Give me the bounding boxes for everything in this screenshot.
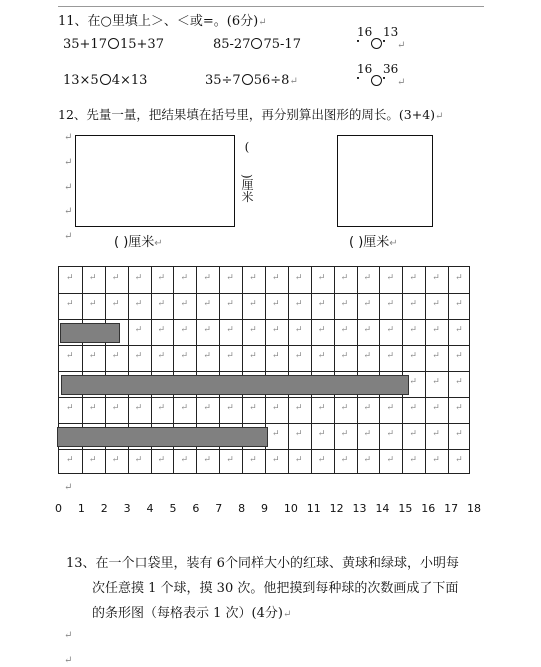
return-mark: ↵ <box>64 206 73 217</box>
q11-row1-mid <box>213 37 301 52</box>
cell-return-mark: ↵ <box>66 351 74 361</box>
cell-return-mark: ↵ <box>249 455 257 465</box>
x-tick-label: 0 <box>55 502 62 515</box>
cell-return-mark: ↵ <box>363 429 372 439</box>
x-tick-label: 18 <box>467 502 481 515</box>
grid-vline <box>357 267 358 473</box>
grid-vline <box>334 267 335 473</box>
cell-return-mark: ↵ <box>88 403 97 413</box>
cell-return-mark: ↵ <box>294 325 303 335</box>
cell-return-mark: ↵ <box>340 351 349 361</box>
fraction-numerator: 1 <box>383 25 391 39</box>
cell-return-mark: ↵ <box>409 455 417 465</box>
x-tick-label: 2 <box>100 502 108 515</box>
cell-return-mark: ↵ <box>432 455 440 465</box>
fraction-numerator: 3 <box>383 62 391 76</box>
cell-return-mark: ↵ <box>409 403 417 413</box>
compare-circle[interactable] <box>371 75 382 86</box>
vertical-paren-open: ( <box>244 140 250 154</box>
return-mark: ↵ <box>64 655 73 666</box>
grid-hline <box>59 319 469 320</box>
cell-return-mark: ↵ <box>180 273 188 283</box>
grid-hline <box>59 293 469 294</box>
cell-return-mark: ↵ <box>226 273 234 283</box>
compare-circle[interactable] <box>251 38 262 49</box>
cell-return-mark: ↵ <box>432 351 440 361</box>
cell-return-mark: ↵ <box>157 455 166 465</box>
cell-return-mark: ↵ <box>272 299 280 309</box>
answer-blank-text: ( )厘米 <box>349 235 390 250</box>
cell-return-mark: ↵ <box>157 325 166 335</box>
vertical-answer-blank[interactable] <box>240 140 254 203</box>
cell-return-mark: ↵ <box>409 325 417 335</box>
answer-blank-square[interactable] <box>349 231 398 250</box>
cell-return-mark: ↵ <box>88 299 97 309</box>
expr-row1-b: 15+37 <box>119 37 164 52</box>
cell-return-mark: ↵ <box>294 403 303 413</box>
cell-return-mark: ↵ <box>249 273 257 283</box>
return-mark: ↵ <box>282 609 292 620</box>
cell-return-mark: ↵ <box>111 299 120 309</box>
cell-return-mark: ↵ <box>363 325 372 335</box>
cell-return-mark: ↵ <box>363 299 372 309</box>
cell-return-mark: ↵ <box>294 299 303 309</box>
cell-return-mark: ↵ <box>340 325 349 335</box>
cell-return-mark: ↵ <box>134 273 143 283</box>
fraction-1-left <box>357 25 373 39</box>
fraction-denominator: 3 <box>390 25 399 39</box>
cell-return-mark: ↵ <box>88 455 97 465</box>
return-mark: ↵ <box>389 238 398 249</box>
cell-return-mark: ↵ <box>272 325 280 335</box>
grid-vline <box>379 267 380 473</box>
bar-3 <box>57 427 268 447</box>
cell-return-mark: ↵ <box>272 455 280 465</box>
bar-chart-grid <box>58 266 470 474</box>
cell-return-mark: ↵ <box>455 325 463 335</box>
cell-return-mark: ↵ <box>386 455 394 465</box>
cell-return-mark: ↵ <box>455 299 463 309</box>
x-tick-label: 5 <box>169 502 177 515</box>
cell-return-mark: ↵ <box>455 351 463 361</box>
fraction-numerator: 1 <box>357 25 365 39</box>
cell-return-mark: ↵ <box>317 325 326 335</box>
cell-return-mark: ↵ <box>272 273 280 283</box>
q11-row2-left <box>63 73 147 88</box>
q13-line-1: 13、在一个口袋里，装有 6个同样大小的红球、黄球和绿球，小明每 <box>66 556 459 571</box>
fraction-numerator: 1 <box>357 62 365 76</box>
cell-return-mark: ↵ <box>111 455 120 465</box>
top-rule <box>58 6 484 7</box>
cell-return-mark: ↵ <box>88 351 97 361</box>
q13-line-3 <box>92 602 291 621</box>
grid-hline <box>59 423 469 424</box>
expr-row2-d: 56÷8 <box>253 73 290 88</box>
q12-title <box>58 105 443 123</box>
q13-line-2: 次任意摸 1 个球，摸 30 次。他把摸到每种球的次数画成了下面 <box>92 581 459 596</box>
return-mark: ↵ <box>64 182 73 193</box>
fraction-denominator: 6 <box>364 62 373 76</box>
cell-return-mark: ↵ <box>272 351 280 361</box>
rectangle-figure <box>75 135 235 227</box>
cell-return-mark: ↵ <box>340 455 349 465</box>
cell-return-mark: ↵ <box>111 403 120 413</box>
compare-circle[interactable] <box>242 74 253 85</box>
q11-row1-left <box>63 37 164 52</box>
cell-return-mark: ↵ <box>134 325 143 335</box>
cell-return-mark: ↵ <box>134 455 143 465</box>
cell-return-mark: ↵ <box>157 351 166 361</box>
cell-return-mark: ↵ <box>226 455 234 465</box>
cell-return-mark: ↵ <box>134 403 143 413</box>
bar-1 <box>60 323 120 343</box>
grid-vline <box>448 267 449 473</box>
cell-return-mark: ↵ <box>317 455 326 465</box>
x-tick-label: 8 <box>238 502 246 515</box>
return-mark: ↵ <box>64 231 73 242</box>
expr-row2-b: 4×13 <box>111 73 148 88</box>
q11-row2-mid <box>205 73 298 88</box>
x-tick-label: 11 <box>306 502 321 515</box>
cell-return-mark: ↵ <box>272 403 280 413</box>
cell-return-mark: ↵ <box>340 273 349 283</box>
return-mark: ↵ <box>154 238 163 249</box>
x-tick-label: 16 <box>421 502 436 515</box>
expr-row2-a: 13×5 <box>63 73 99 88</box>
cell-return-mark: ↵ <box>203 273 211 283</box>
cell-return-mark: ↵ <box>203 351 211 361</box>
cell-return-mark: ↵ <box>455 429 463 439</box>
cell-return-mark: ↵ <box>134 351 143 361</box>
cell-return-mark: ↵ <box>157 273 166 283</box>
return-mark: ↵ <box>64 630 73 641</box>
return-mark: ↵ <box>397 77 406 88</box>
cell-return-mark: ↵ <box>111 273 120 283</box>
x-tick-label: 6 <box>192 502 200 515</box>
cell-return-mark: ↵ <box>386 273 394 283</box>
expr-row1-d: 75-17 <box>263 37 301 52</box>
cell-return-mark: ↵ <box>409 429 417 439</box>
cell-return-mark: ↵ <box>386 403 394 413</box>
cell-return-mark: ↵ <box>317 299 326 309</box>
expr-row1-c: 85-27 <box>213 37 251 52</box>
x-tick-label: 7 <box>215 502 223 515</box>
compare-circle[interactable] <box>100 74 111 85</box>
fraction-2-right <box>383 62 399 76</box>
return-mark: ↵ <box>64 157 73 168</box>
grid-vline <box>425 267 426 473</box>
cell-return-mark: ↵ <box>272 429 280 439</box>
cell-return-mark: ↵ <box>134 299 143 309</box>
grid-hline <box>59 371 469 372</box>
grid-hline <box>59 449 469 450</box>
x-tick-label: 17 <box>444 502 459 515</box>
cell-return-mark: ↵ <box>340 429 349 439</box>
cell-return-mark: ↵ <box>432 377 440 387</box>
cell-return-mark: ↵ <box>294 429 303 439</box>
cell-return-mark: ↵ <box>66 455 74 465</box>
cell-return-mark: ↵ <box>180 299 188 309</box>
square-figure <box>337 135 433 227</box>
grid-hline <box>59 345 469 346</box>
cell-return-mark: ↵ <box>386 299 394 309</box>
fraction-2-left <box>357 62 373 76</box>
cell-return-mark: ↵ <box>386 429 394 439</box>
cell-return-mark: ↵ <box>203 299 211 309</box>
compare-circle[interactable] <box>371 38 382 49</box>
grid-hline <box>59 397 469 398</box>
expr-row2-c: 35÷7 <box>205 73 241 88</box>
cell-return-mark: ↵ <box>432 273 440 283</box>
cell-return-mark: ↵ <box>409 377 417 387</box>
cell-return-mark: ↵ <box>363 455 372 465</box>
cell-return-mark: ↵ <box>203 455 211 465</box>
cell-return-mark: ↵ <box>180 403 188 413</box>
cell-return-mark: ↵ <box>455 377 463 387</box>
x-tick-label: 15 <box>398 502 413 515</box>
cell-return-mark: ↵ <box>363 273 372 283</box>
cell-return-mark: ↵ <box>226 351 234 361</box>
fraction-denominator: 6 <box>364 25 373 39</box>
cell-return-mark: ↵ <box>455 455 463 465</box>
cell-return-mark: ↵ <box>226 299 234 309</box>
cell-return-mark: ↵ <box>249 325 257 335</box>
bar-2 <box>61 375 409 395</box>
cell-return-mark: ↵ <box>294 455 303 465</box>
q11-title <box>58 10 267 29</box>
cell-return-mark: ↵ <box>66 299 74 309</box>
cell-return-mark: ↵ <box>317 429 326 439</box>
x-tick-label: 3 <box>123 502 131 515</box>
cell-return-mark: ↵ <box>66 273 74 283</box>
x-tick-label: 14 <box>375 502 390 515</box>
cell-return-mark: ↵ <box>363 351 372 361</box>
cell-return-mark: ↵ <box>111 351 120 361</box>
grid-vline <box>311 267 312 473</box>
cell-return-mark: ↵ <box>340 403 349 413</box>
cell-return-mark: ↵ <box>203 403 211 413</box>
x-tick-label: 1 <box>77 502 85 515</box>
x-tick-label: 9 <box>261 502 268 515</box>
q11-title-text: 11、在○里填上＞、＜或=。(6分) <box>58 14 259 29</box>
x-tick-label: 12 <box>329 502 344 515</box>
cell-return-mark: ↵ <box>386 351 394 361</box>
compare-circle[interactable] <box>108 38 119 49</box>
grid-vline <box>402 267 403 473</box>
cell-return-mark: ↵ <box>226 325 234 335</box>
x-tick-label: 10 <box>283 502 298 515</box>
return-mark: ↵ <box>397 40 406 51</box>
cell-return-mark: ↵ <box>363 403 372 413</box>
q12-title-text: 12、先量一量，把结果填在括号里，再分别算出图形的周长。(3+4) <box>58 107 436 122</box>
cell-return-mark: ↵ <box>432 403 440 413</box>
cell-return-mark: ↵ <box>432 299 440 309</box>
cell-return-mark: ↵ <box>432 429 440 439</box>
fraction-denominator: 6 <box>390 62 399 76</box>
cell-return-mark: ↵ <box>409 351 417 361</box>
return-mark: ↵ <box>435 111 444 122</box>
cell-return-mark: ↵ <box>180 351 188 361</box>
cell-return-mark: ↵ <box>455 403 463 413</box>
answer-blank-text: ( )厘米 <box>114 235 155 250</box>
cell-return-mark: ↵ <box>180 325 188 335</box>
cell-return-mark: ↵ <box>294 273 303 283</box>
vertical-answer-unit: )厘米 <box>240 174 254 203</box>
cell-return-mark: ↵ <box>66 403 74 413</box>
cell-return-mark: ↵ <box>249 351 257 361</box>
cell-return-mark: ↵ <box>249 299 257 309</box>
fraction-1-right <box>383 25 399 39</box>
return-mark: ↵ <box>258 17 267 28</box>
return-mark: ↵ <box>64 482 73 493</box>
cell-return-mark: ↵ <box>317 273 326 283</box>
cell-return-mark: ↵ <box>203 325 211 335</box>
cell-return-mark: ↵ <box>226 403 234 413</box>
return-mark: ↵ <box>64 132 73 143</box>
cell-return-mark: ↵ <box>386 325 394 335</box>
cell-return-mark: ↵ <box>249 403 257 413</box>
return-mark: ↵ <box>289 76 298 87</box>
cell-return-mark: ↵ <box>340 299 349 309</box>
x-tick-label: 4 <box>146 502 154 515</box>
x-tick-label: 13 <box>352 502 367 515</box>
grid-vline <box>288 267 289 473</box>
cell-return-mark: ↵ <box>317 351 326 361</box>
cell-return-mark: ↵ <box>455 273 463 283</box>
q13-line-3-text: 的条形图（每格表示 1 次）(4分) <box>92 606 283 621</box>
cell-return-mark: ↵ <box>157 403 166 413</box>
cell-return-mark: ↵ <box>294 351 303 361</box>
cell-return-mark: ↵ <box>432 325 440 335</box>
answer-blank-rectangle[interactable] <box>114 231 163 250</box>
expr-row1-a: 35+17 <box>63 37 107 52</box>
cell-return-mark: ↵ <box>88 273 97 283</box>
cell-return-mark: ↵ <box>409 299 417 309</box>
cell-return-mark: ↵ <box>157 299 166 309</box>
cell-return-mark: ↵ <box>409 273 417 283</box>
cell-return-mark: ↵ <box>317 403 326 413</box>
cell-return-mark: ↵ <box>180 455 188 465</box>
